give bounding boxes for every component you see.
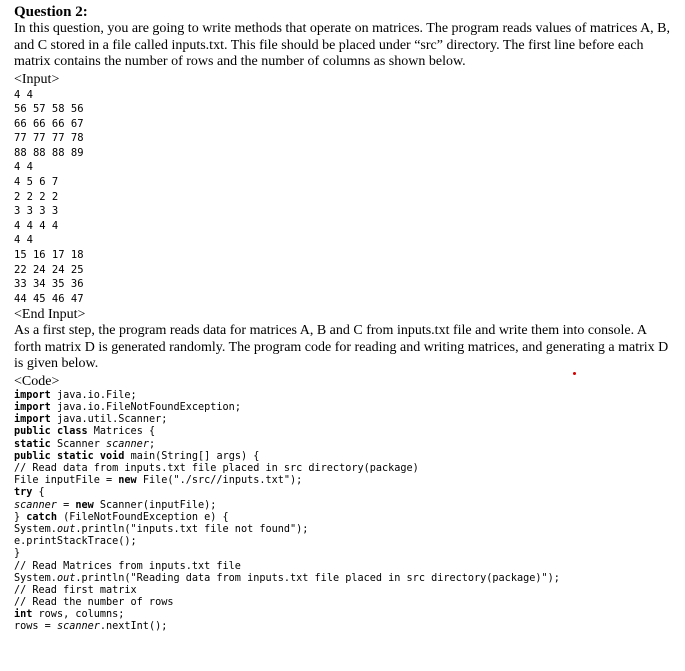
step-paragraph: As a first step, the program reads data for matrices A, B and C from inputs.txt file and write them into console. A forth matrix D is generated randomly. The program code for reading and writing matrices, and generating a matrix D is given below. — [14, 323, 669, 372]
code-line: System.out.println("inputs.txt file not found"); — [14, 523, 309, 535]
code-line: // Read data from inputs.txt file placed in src directory(package) — [14, 463, 419, 475]
input-line: 22 24 24 25 — [14, 263, 84, 276]
intro-paragraph: In this question, you are going to write methods that operate on matrices. The program reads values of matrices A, B, and C stored in a file called inputs.txt. This file should be placed under “src” directory. The first line before each matrix contains the number of rows and the number of columns as shown below. — [14, 21, 671, 69]
code-line: public class Matrices { — [14, 426, 156, 438]
code-line: import java.util.Scanner; — [14, 414, 168, 426]
input-line: 56 57 58 56 — [14, 103, 84, 116]
code-line: // Read Matrices from inputs.txt file — [14, 560, 241, 572]
code-line: static Scanner scanner; — [14, 438, 156, 450]
input-line: 4 4 — [14, 88, 33, 101]
input-block — [14, 88, 674, 307]
code-line: public static void main(String[] args) { — [14, 450, 260, 462]
input-line: 4 4 — [14, 234, 33, 247]
code-line: import java.io.FileNotFoundException; — [14, 402, 241, 414]
code-line: rows = scanner.nextInt(); — [14, 621, 168, 633]
code-line: scanner = new Scanner(inputFile); — [14, 499, 217, 511]
document-page — [14, 4, 674, 634]
input-line: 33 34 35 36 — [14, 278, 84, 291]
code-line: import java.io.File; — [14, 389, 137, 401]
code-line: // Read the number of rows — [14, 597, 174, 609]
input-line: 4 4 — [14, 161, 33, 174]
red-dot-mark — [573, 372, 576, 375]
input-line: 4 4 4 4 — [14, 219, 59, 232]
input-open-tag: <Input> — [14, 71, 60, 87]
code-open-tag: <Code> — [14, 373, 60, 389]
input-line: 88 88 88 89 — [14, 146, 84, 159]
input-line: 44 45 46 47 — [14, 292, 84, 305]
input-close-tag: <End Input> — [14, 307, 86, 323]
input-line: 77 77 77 78 — [14, 132, 84, 145]
code-line: e.printStackTrace(); — [14, 536, 137, 548]
code-line: try { — [14, 487, 45, 499]
code-line: int rows, columns; — [14, 609, 125, 621]
code-line: } — [14, 548, 21, 560]
code-line: System.out.println("Reading data from inputs.txt file placed in src directory(package)"); — [14, 572, 560, 584]
input-line: 66 66 66 67 — [14, 117, 84, 130]
input-line: 3 3 3 3 — [14, 205, 59, 218]
question-heading: Question 2: — [14, 4, 88, 20]
input-line: 4 5 6 7 — [14, 176, 59, 189]
input-line: 2 2 2 2 — [14, 190, 59, 203]
code-block — [14, 390, 674, 634]
code-line: // Read first matrix — [14, 584, 137, 596]
code-line: } catch (FileNotFoundException e) { — [14, 511, 229, 523]
input-line: 15 16 17 18 — [14, 249, 84, 262]
code-line: File inputFile = new File("./src//inputs.txt"); — [14, 475, 303, 487]
